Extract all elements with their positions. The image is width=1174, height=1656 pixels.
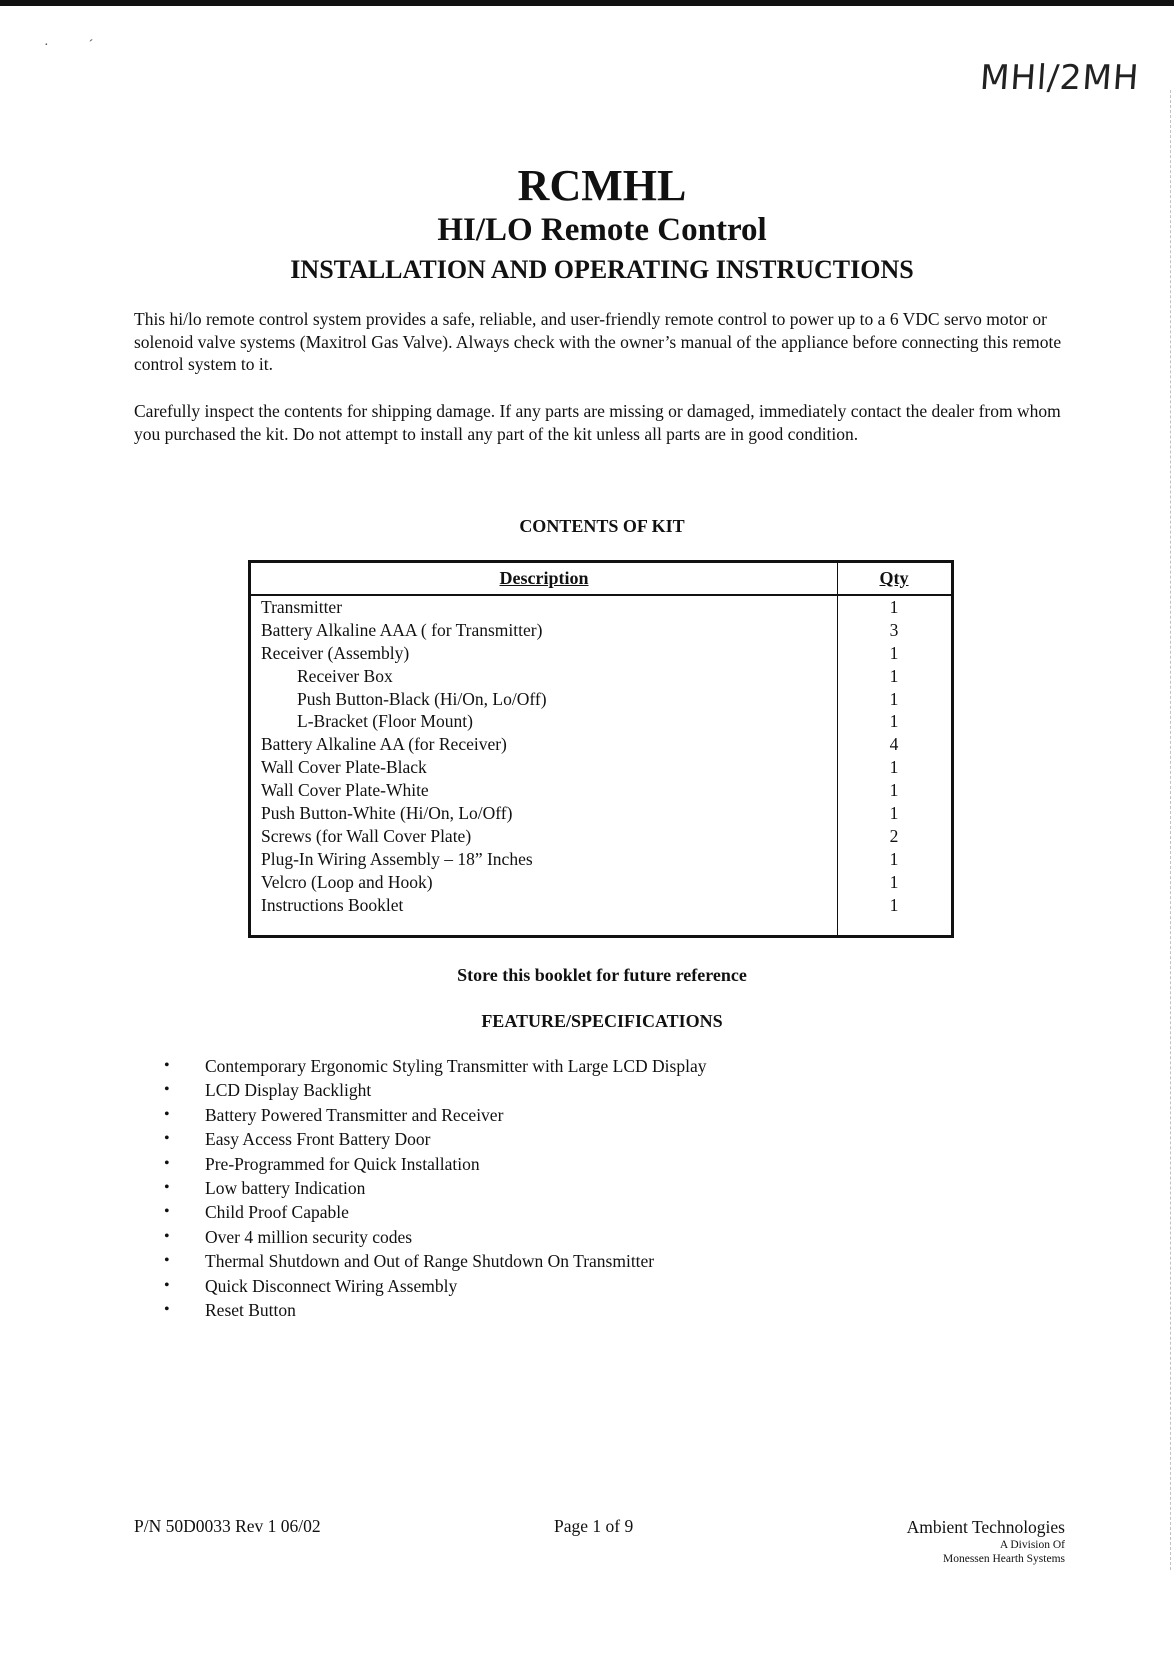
feature-text: Child Proof Capable bbox=[205, 1202, 349, 1223]
table-row bbox=[251, 802, 951, 825]
table-row bbox=[251, 871, 951, 894]
contents-table bbox=[248, 560, 954, 938]
feature-text: Pre-Programmed for Quick Installation bbox=[205, 1153, 480, 1174]
item-qty: 1 bbox=[889, 780, 899, 801]
column-header-description: Description bbox=[499, 568, 589, 588]
feature-text: Thermal Shutdown and Out of Range Shutdown On Transmitter bbox=[205, 1251, 655, 1272]
table-row bbox=[251, 596, 951, 619]
item-description: Receiver Box bbox=[297, 665, 393, 686]
item-description: Velcro (Loop and Hook) bbox=[261, 871, 433, 892]
list-item bbox=[164, 1200, 706, 1224]
list-item bbox=[164, 1274, 706, 1298]
item-description: Instructions Booklet bbox=[261, 894, 404, 915]
item-qty: 1 bbox=[889, 688, 899, 709]
bullet-icon: • bbox=[164, 1154, 170, 1172]
item-description: Plug-In Wiring Assembly – 18” Inches bbox=[261, 848, 533, 869]
model-title: RCMHL bbox=[517, 161, 687, 210]
division-line: A Division Of bbox=[999, 1539, 1065, 1551]
document-subtitle: INSTALLATION AND OPERATING INSTRUCTIONS bbox=[290, 255, 914, 284]
item-description: Battery Alkaline AAA ( for Transmitter) bbox=[261, 619, 543, 640]
feature-text: LCD Display Backlight bbox=[205, 1080, 372, 1101]
item-description: Screws (for Wall Cover Plate) bbox=[261, 825, 472, 846]
handwritten-code: MHl/2MH bbox=[978, 58, 1141, 98]
company-name: Ambient Technologies bbox=[906, 1517, 1065, 1537]
list-item bbox=[164, 1103, 706, 1127]
table-body bbox=[251, 596, 951, 916]
table-row bbox=[251, 825, 951, 848]
column-header-qty: Qty bbox=[879, 568, 909, 588]
table-row bbox=[251, 848, 951, 871]
list-item bbox=[164, 1078, 706, 1102]
part-number: P/N 50D0033 Rev 1 06/02 bbox=[134, 1516, 321, 1536]
feature-text: Reset Button bbox=[205, 1299, 296, 1320]
list-item bbox=[164, 1054, 706, 1078]
item-description: Wall Cover Plate-Black bbox=[261, 757, 427, 778]
item-qty: 1 bbox=[889, 665, 899, 686]
table-row bbox=[251, 619, 951, 642]
feature-text: Battery Powered Transmitter and Receiver bbox=[205, 1104, 504, 1125]
table-row bbox=[251, 642, 951, 665]
table-header bbox=[251, 563, 951, 596]
list-item bbox=[164, 1127, 706, 1151]
bullet-icon: • bbox=[164, 1276, 170, 1294]
bullet-icon: • bbox=[164, 1178, 170, 1196]
bullet-icon: • bbox=[164, 1081, 170, 1099]
item-qty: 1 bbox=[889, 803, 899, 824]
item-qty: 1 bbox=[889, 597, 899, 617]
item-qty: 3 bbox=[889, 619, 899, 640]
store-note: Store this booklet for future reference bbox=[457, 965, 747, 985]
bullet-icon: • bbox=[164, 1105, 170, 1123]
features-heading: FEATURE/SPECIFICATIONS bbox=[481, 1011, 723, 1031]
item-qty: 1 bbox=[889, 848, 899, 869]
scan-specks: ·´ bbox=[44, 38, 134, 53]
parent-company: Monessen Hearth Systems bbox=[942, 1553, 1065, 1565]
item-qty: 1 bbox=[889, 894, 899, 915]
page-number: Page 1 of 9 bbox=[554, 1516, 634, 1536]
item-description: Transmitter bbox=[261, 597, 343, 617]
table-row bbox=[251, 688, 951, 711]
bullet-icon: • bbox=[164, 1252, 170, 1270]
list-item bbox=[164, 1176, 706, 1200]
product-title: HI/LO Remote Control bbox=[437, 212, 767, 248]
contents-heading: CONTENTS OF KIT bbox=[519, 516, 685, 536]
item-description: Push Button-Black (Hi/On, Lo/Off) bbox=[297, 688, 547, 709]
item-description: L-Bracket (Floor Mount) bbox=[297, 711, 473, 732]
scan-right-edge bbox=[1170, 90, 1172, 1570]
list-item bbox=[164, 1249, 706, 1273]
feature-text: Quick Disconnect Wiring Assembly bbox=[205, 1275, 458, 1296]
intro-paragraph-1: This hi/lo remote control system provides a safe, reliable, and user-friendly remote control to power up to a 6 VDC servo motor or solenoid valve systems (Maxitrol Gas Valve). Always check with the owner’s manual of the appliance before connecting this remote control system to it. bbox=[134, 309, 1062, 375]
feature-text: Easy Access Front Battery Door bbox=[205, 1129, 431, 1150]
list-item bbox=[164, 1152, 706, 1176]
table-row bbox=[251, 756, 951, 779]
features-list bbox=[164, 1054, 706, 1322]
table-row bbox=[251, 894, 951, 917]
item-description: Wall Cover Plate-White bbox=[261, 780, 429, 801]
list-item bbox=[164, 1225, 706, 1249]
list-item bbox=[164, 1298, 706, 1322]
item-qty: 2 bbox=[889, 825, 899, 846]
feature-text: Contemporary Ergonomic Styling Transmitter with Large LCD Display bbox=[205, 1056, 707, 1076]
item-description: Battery Alkaline AA (for Receiver) bbox=[261, 734, 507, 755]
item-qty: 1 bbox=[889, 711, 899, 732]
item-qty: 1 bbox=[889, 642, 899, 663]
table-row bbox=[251, 779, 951, 802]
item-qty: 1 bbox=[889, 757, 899, 778]
bullet-icon: • bbox=[164, 1130, 170, 1148]
table-row bbox=[251, 733, 951, 756]
table-row bbox=[251, 665, 951, 688]
scan-top-border bbox=[0, 0, 1174, 6]
item-qty: 4 bbox=[889, 734, 899, 755]
intro-paragraph-2: Carefully inspect the contents for shipping damage. If any parts are missing or damaged, immediately contact the dealer from whom you purchased the kit. Do not attempt to install any part of the kit unless all parts are in good condition. bbox=[134, 401, 1061, 444]
item-description: Receiver (Assembly) bbox=[261, 642, 410, 663]
company-block bbox=[860, 1516, 1065, 1566]
bullet-icon: • bbox=[164, 1203, 170, 1221]
feature-text: Low battery Indication bbox=[205, 1177, 366, 1198]
item-qty: 1 bbox=[889, 871, 899, 892]
feature-text: Over 4 million security codes bbox=[205, 1226, 413, 1247]
bullet-icon: • bbox=[164, 1057, 170, 1074]
item-description: Push Button-White (Hi/On, Lo/Off) bbox=[261, 803, 513, 824]
table-row bbox=[251, 710, 951, 733]
bullet-icon: • bbox=[164, 1300, 170, 1318]
bullet-icon: • bbox=[164, 1227, 170, 1245]
